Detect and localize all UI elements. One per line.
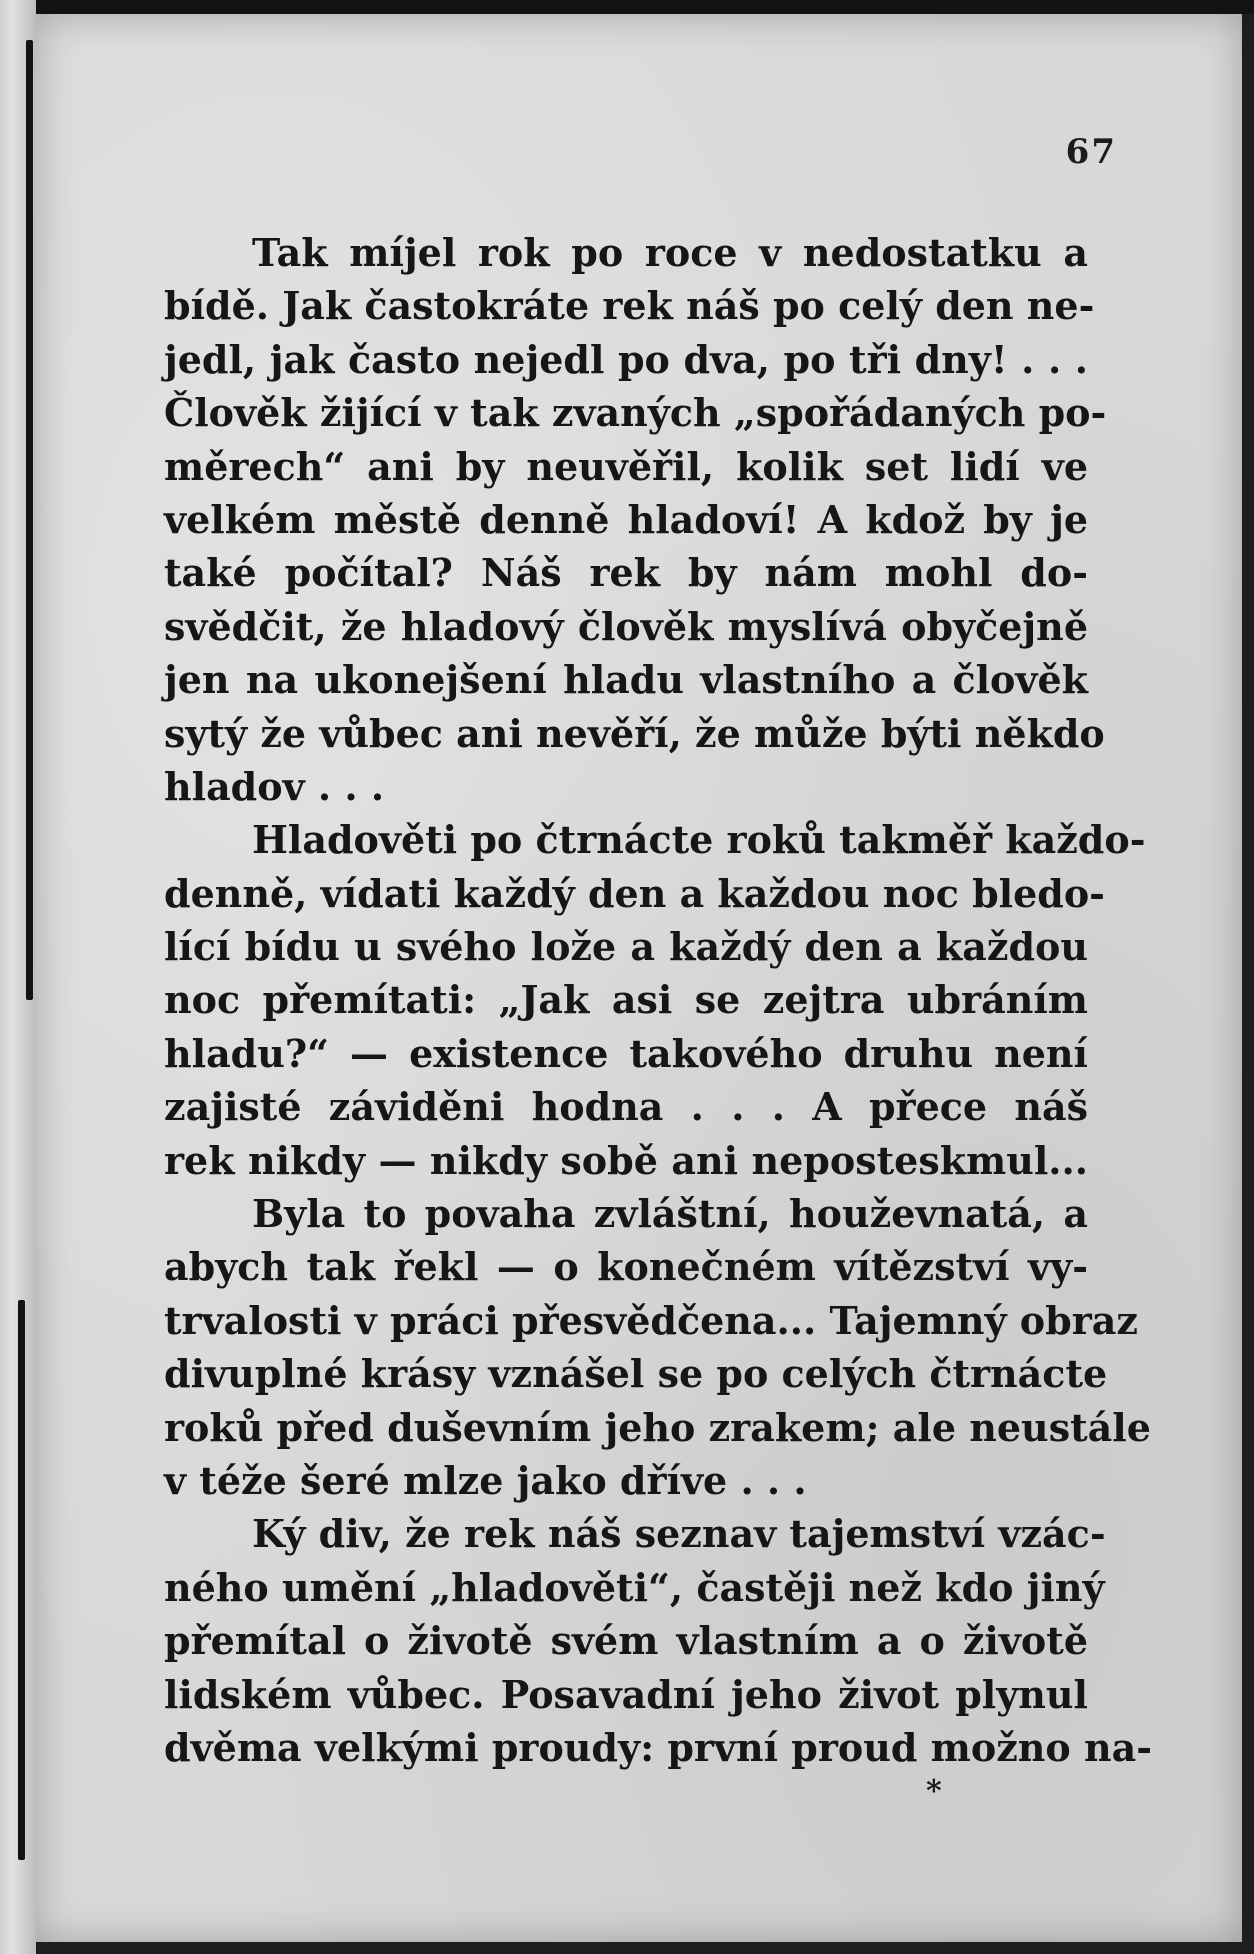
text-line: Hladověti po čtrnácte roků takměř každo- bbox=[252, 817, 1146, 863]
text-line: měrech“ ani by neuvěřil, kolik set lidí ve bbox=[164, 443, 1088, 489]
text-line: lidském vůbec. Posavadní jeho život plynul bbox=[164, 1671, 1088, 1717]
text-line: v téže šeré mlze jako dříve . . . bbox=[164, 1457, 807, 1503]
text-line: rek nikdy — nikdy sobě ani neposteskmul... bbox=[164, 1137, 1088, 1183]
text-line: ného umění „hladověti“, častěji než kdo jiný bbox=[164, 1564, 1105, 1610]
text-line: zajisté záviděni hodna . . . A přece náš bbox=[164, 1084, 1088, 1130]
body-text bbox=[164, 226, 1153, 1774]
text-line: jedl, jak často nejedl po dva, po tři dny! . . . bbox=[164, 336, 1088, 382]
text-line: divuplné krásy vznášel se po celých čtrnácte bbox=[164, 1351, 1108, 1397]
text-line: abych tak řekl — o konečném vítězství vy- bbox=[164, 1244, 1088, 1290]
text-line: svědčit, že hladový člověk myslívá obyčejně bbox=[164, 603, 1088, 649]
text-line: Byla to povaha zvláštní, houževnatá, a bbox=[252, 1191, 1088, 1237]
text-line: Tak míjel rok po roce v nedostatku a bbox=[252, 230, 1088, 275]
page-number: 67 bbox=[1065, 132, 1117, 172]
binding-shadow-line bbox=[26, 40, 33, 1000]
text-line: Člověk žijící v tak zvaných „spořádaných po- bbox=[164, 390, 1107, 436]
text-line: sytý že vůbec ani nevěří, že může býti někdo bbox=[164, 710, 1105, 756]
text-line: také počítal? Náš rek by nám mohl do- bbox=[164, 550, 1088, 596]
book-page bbox=[36, 14, 1242, 1942]
signature-mark: * bbox=[926, 1774, 942, 1809]
text-line: noc přemítati: „Jak asi se zejtra ubráním bbox=[164, 977, 1088, 1023]
scan-top-edge bbox=[0, 0, 1254, 14]
text-line: velkém městě denně hladoví! A kdož by je bbox=[164, 496, 1088, 542]
text-line: jen na ukonejšení hladu vlastního a člověk bbox=[164, 657, 1088, 703]
text-line: lící bídu u svého lože a každý den a každou bbox=[164, 924, 1088, 970]
binding-shadow-line bbox=[18, 1300, 25, 1860]
text-line: roků před duševním jeho zrakem; ale neustále bbox=[164, 1404, 1151, 1450]
text-line: Ký div, že rek náš seznav tajemství vzác- bbox=[252, 1511, 1106, 1557]
text-line: denně, vídati každý den a každou noc bledo- bbox=[164, 870, 1105, 916]
text-line: hladu?“ — existence takového druhu není bbox=[164, 1030, 1088, 1076]
text-line: přemítal o životě svém vlastním a o životě bbox=[164, 1618, 1088, 1664]
text-line: dvěma velkými proudy: první proud možno na- bbox=[164, 1724, 1153, 1770]
text-line: bídě. Jak častokráte rek náš po celý den ne- bbox=[164, 283, 1095, 329]
text-line: trvalosti v práci přesvědčena... Tajemný obraz bbox=[164, 1297, 1138, 1343]
text-line: hladov . . . bbox=[164, 763, 385, 809]
